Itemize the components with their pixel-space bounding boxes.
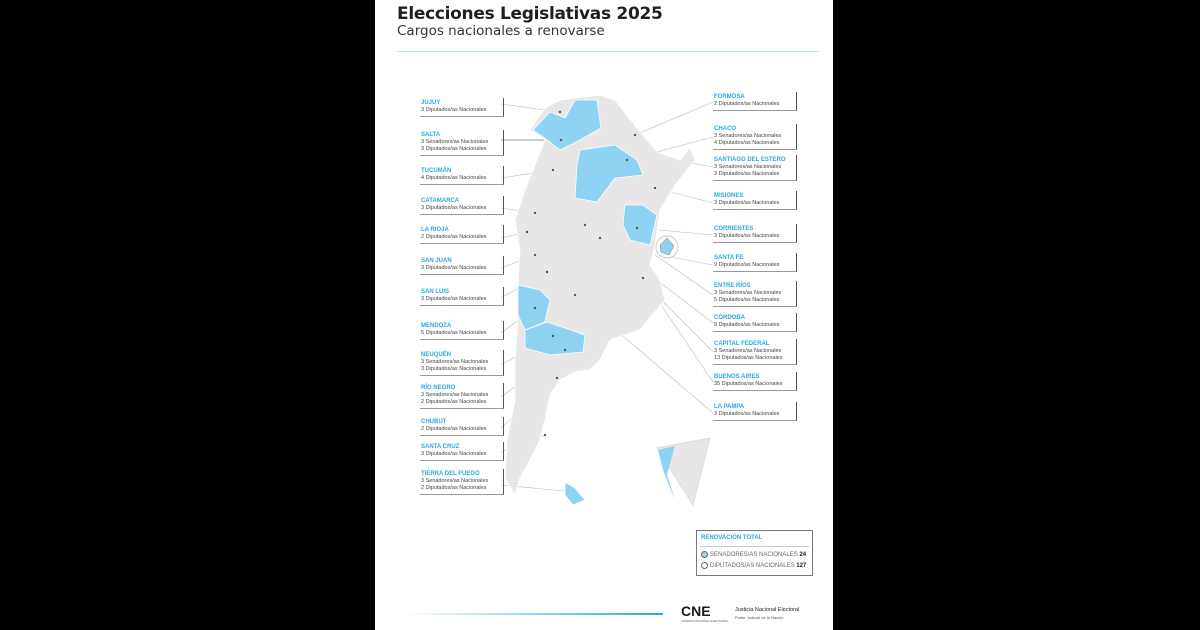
seat-count: 2 Diputados/as Nacionales [714,101,780,107]
senators-dot-icon [701,551,708,558]
seat-count: 5 Diputados/as Nacionales [421,330,487,336]
legend-box [696,530,813,576]
seat-count: 3 Diputados/as Nacionales [421,451,487,457]
province-label [420,417,504,436]
province-name: SANTA FE [714,255,744,261]
province-label [713,155,797,181]
province-name: SALTA [421,132,441,138]
province-label [420,442,504,461]
seat-count: 3 Diputados/as Nacionales [714,411,780,417]
province-name: FORMOSA [714,94,745,100]
province-name: NEUQUÉN [421,352,452,358]
jne-logo-subtext: Poder Judicial de la Nación [735,615,784,620]
seat-count: 9 Diputados/as Nacionales [714,322,780,328]
province-name: SANTIAGO DEL ESTERO [714,157,786,163]
capital-federal-inset [656,236,678,258]
province-label [713,224,797,243]
legend-deputies [701,562,806,569]
province-label [420,287,504,306]
province-name: MENDOZA [421,323,452,329]
province-label [420,383,504,409]
province-name: TIERRA DEL FUEGO [421,471,480,477]
province-name: SAN LUIS [421,289,450,295]
province-name: CATAMARCA [421,198,460,204]
province-label [713,191,797,210]
province-name: LA PAMPA [714,404,745,410]
senators-total: 24 [799,552,807,559]
antarctica-inset [657,438,710,505]
seat-count: 3 Diputados/as Nacionales [714,200,780,206]
province-label [713,253,797,272]
province-label [420,469,504,495]
page-subtitle: Cargos nacionales a renovarse [397,23,605,39]
province-name: ENTRE RÍOS [714,283,751,289]
footer-line [405,613,663,615]
seat-count: 3 Senadores/as Nacionales [421,478,489,484]
seat-count: 3 Diputados/as Nacionales [421,146,487,152]
cne-logo-text: CNE [681,603,711,619]
seat-count: 2 Diputados/as Nacionales [421,234,487,240]
seat-count: 3 Senadores/as Nacionales [714,348,782,354]
province-tierra-del-fuego [565,482,585,505]
seat-count: 4 Diputados/as Nacionales [714,140,780,146]
seat-count: 3 Senadores/as Nacionales [714,290,782,296]
seat-count: 2 Diputados/as Nacionales [421,399,487,405]
seat-count: 3 Senadores/as Nacionales [421,392,489,398]
province-label [713,281,797,307]
cne-logo-subtext: CÁMARA NACIONAL ELECTORAL [681,619,729,623]
seat-count: 2 Diputados/as Nacionales [421,485,487,491]
province-label [713,92,797,111]
jne-logo-text: Justicia Nacional Electoral [735,607,800,613]
province-label [420,98,504,117]
seat-count: 4 Diputados/as Nacionales [421,175,487,181]
province-name: BUENOS AIRES [714,374,760,380]
province-name: TUCUMÁN [421,168,452,174]
province-label [420,350,504,376]
province-name: CORRIENTES [714,226,754,232]
province-name: SANTA CRUZ [421,444,460,450]
province-label [713,313,797,332]
seat-count: 3 Diputados/as Nacionales [714,233,780,239]
deputies-label: DIPUTADOS/AS NACIONALES [710,563,795,570]
seat-count: 3 Senadores/as Nacionales [421,139,489,145]
deputies-total: 127 [796,563,807,570]
page-title: Elecciones Legislativas 2025 [397,4,663,24]
seat-count: 9 Diputados/as Nacionales [714,262,780,268]
seat-count: 3 Diputados/as Nacionales [714,171,780,177]
province-name: JUJUY [421,100,441,106]
seat-count: 5 Diputados/as Nacionales [714,297,780,303]
seat-count: 3 Senadores/as Nacionales [421,359,489,365]
province-name: CÓRDOBA [714,315,745,321]
senators-label: SENADORES/AS NACIONALES [710,552,798,559]
deputies-dot-icon [701,562,708,569]
province-name: SAN JUAN [421,258,452,264]
seat-count: 3 Diputados/as Nacionales [421,265,487,271]
legend-senators [701,551,806,558]
seat-count: 13 Diputados/as Nacionales [714,355,783,361]
seat-count: 3 Senadores/as Nacionales [714,133,782,139]
province-name: LA RIOJA [421,227,449,233]
province-label [420,130,504,156]
seat-count: 3 Diputados/as Nacionales [421,296,487,302]
jne-logo [735,606,799,622]
seat-count: 3 Diputados/as Nacionales [421,366,487,372]
province-label [713,339,797,365]
province-name: CHACO [714,126,736,132]
province-label [713,402,797,421]
province-name: CAPITAL FEDERAL [714,341,770,347]
seat-count: 3 Senadores/as Nacionales [714,164,782,170]
province-name: CHUBUT [421,419,447,425]
seat-count: 35 Diputados/as Nacionales [714,381,783,387]
legend-divider [700,546,809,547]
infographic-page [375,0,833,630]
legend-title: RENOVACIÓN TOTAL [701,535,763,541]
seat-count: 3 Diputados/as Nacionales [421,205,487,211]
cne-logo [681,603,728,623]
province-name: MISIONES [714,193,744,199]
province-label [420,166,504,185]
seat-count: 2 Diputados/as Nacionales [421,426,487,432]
seat-count: 3 Diputados/as Nacionales [421,107,487,113]
province-label [420,321,504,340]
province-label [713,124,797,150]
province-label [420,225,504,244]
province-label [420,196,504,215]
province-label [420,256,504,275]
province-name: RÍO NEGRO [421,385,456,391]
province-label [713,372,797,391]
